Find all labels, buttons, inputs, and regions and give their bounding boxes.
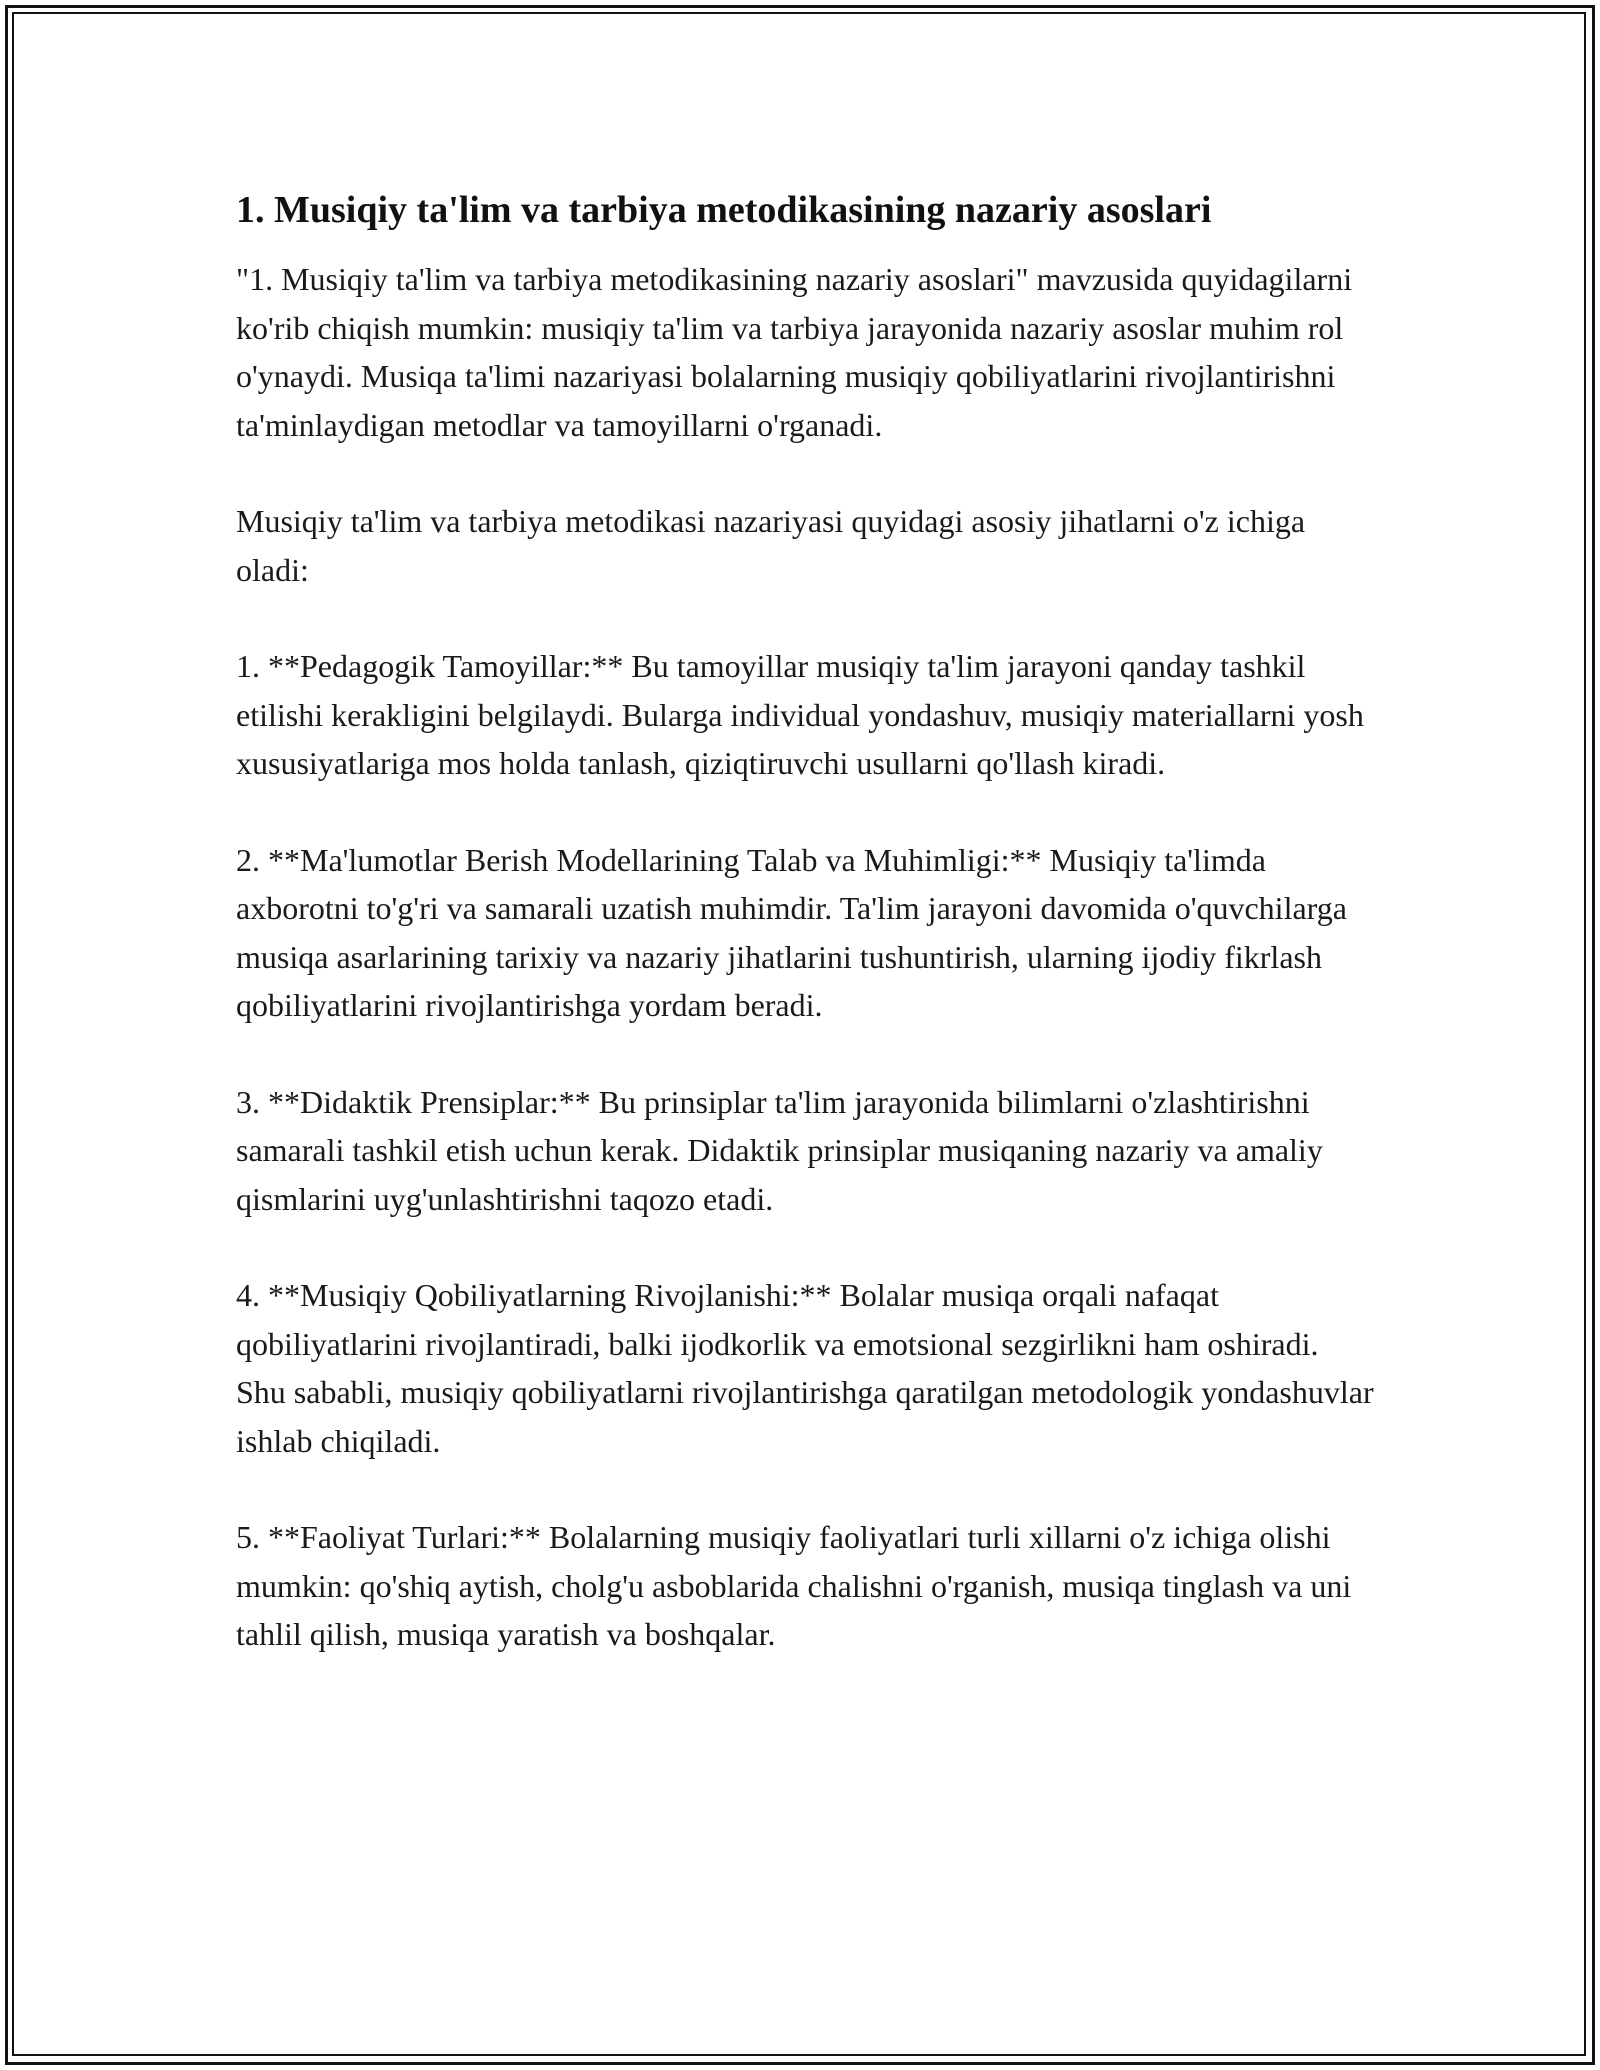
paragraph-musical-abilities: 4. **Musiqiy Qobiliyatlarning Rivojlanishi:** Bolalar musiqa orqali nafaqat qobiliyatlarini rivojlantiradi, balki ijodkorlik va emotsional sezgirlikni ham oshiradi. Shu sababli, musiqiy qobiliyatlarni rivojlantirishga qaratilgan metodologik yondashuvlar ishlab chiqiladi. [236, 1277, 1374, 1459]
document-title: 1. Musiqiy ta'lim va tarbiya metodikasining nazariy asoslari [236, 189, 1212, 231]
document-body [236, 185, 1376, 1707]
paragraph-overview: Musiqiy ta'lim va tarbiya metodikasi nazariyasi quyidagi asosiy jihatlarni o'z ichiga oladi: [236, 503, 1306, 588]
paragraph-pedagogical-principles: 1. **Pedagogik Tamoyillar:** Bu tamoyillar musiqiy ta'lim jarayoni qanday tashkil etilishi kerakligini belgilaydi. Bularga individual yondashuv, musiqiy materiallarni yosh xususiyatlariga mos holda tanlash, qiziqtiruvchi usullarni qo'llash kiradi. [236, 648, 1364, 781]
paragraph-information-models: 2. **Ma'lumotlar Berish Modellarining Talab va Muhimligi:** Musiqiy ta'limda axborotni to'g'ri va samarali uzatish muhimdir. Ta'lim jarayoni davomida o'quvchilarga musiqa asarlarining tarixiy va nazariy jihatlarini tushuntirish, ularning ijodiy fikrlash qobiliyatlarini rivojlantirishga yordam beradi. [236, 841, 1347, 1023]
paragraph-activity-types: 5. **Faoliyat Turlari:** Bolalarning musiqiy faoliyatlari turli xillarni o'z ichiga olishi mumkin: qo'shiq aytish, cholg'u asboblarida chalishni o'rganish, musiqa tinglash va uni tahlil qilish, musiqa yaratish va boshqalar. [236, 1519, 1352, 1652]
paragraph-didactic-principles: 3. **Didaktik Prensiplar:** Bu prinsiplar ta'lim jarayonida bilimlarni o'zlashtirishni samarali tashkil etish uchun kerak. Didaktik prinsiplar musiqaning nazariy va amaliy qismlarini uyg'unlashtirishni taqozo etadi. [236, 1083, 1323, 1217]
paragraph-intro: "1. Musiqiy ta'lim va tarbiya metodikasining nazariy asoslari" mavzusida quyidagilarni ko'rib chiqish mumkin: musiqiy ta'lim va tarbiya jarayonida nazariy asoslar muhim rol o'ynaydi. Musiqa ta'limi nazariyasi bolalarning musiqiy qobiliyatlarini rivojlantirishni ta'minlaydigan metodlar va tamoyillarni o'rganadi. [236, 261, 1353, 443]
